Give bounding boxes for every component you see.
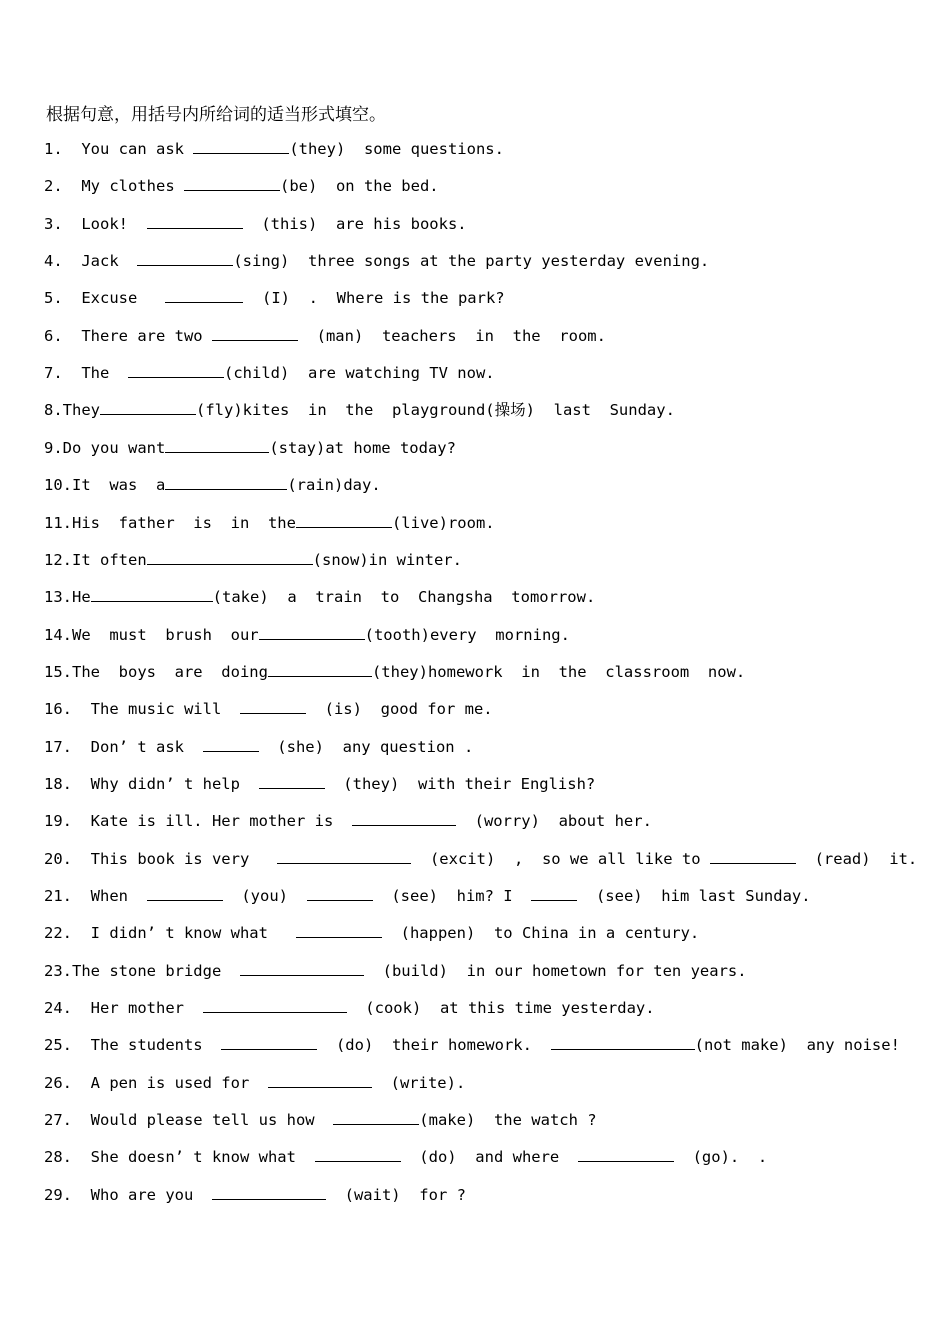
exercise-item <box>44 137 504 159</box>
exercise-text: (make) the watch ? <box>419 1111 597 1130</box>
answer-blank[interactable] <box>147 884 223 901</box>
exercise-text: (child) are watching TV now. <box>224 364 495 383</box>
exercise-text: (you) <box>222 887 307 905</box>
exercise-text: (not make) any noise! <box>694 1036 900 1055</box>
exercise-item <box>44 660 745 682</box>
exercise-text: 3. Look! <box>44 214 147 233</box>
exercise-text: (she) any question . <box>258 737 474 756</box>
exercise-text: (rain)day. <box>287 476 381 495</box>
exercise-text: (live)room. <box>391 513 495 532</box>
exercise-item <box>44 921 699 943</box>
exercise-text: 18. Why didn’ t help <box>44 774 259 793</box>
exercise-text: (they) with their English? <box>324 774 596 793</box>
exercise-text: (do) and where <box>400 1148 578 1167</box>
exercise-text: 28. She doesn’ t know what <box>44 1148 315 1167</box>
answer-blank[interactable] <box>184 174 280 191</box>
exercise-text: (fly)kites in the playground(操场) last Sunday. <box>196 401 675 420</box>
answer-blank[interactable] <box>147 548 313 565</box>
exercise-item <box>44 473 381 495</box>
exercise-text: (man) teachers in the room. <box>297 326 606 345</box>
exercise-item <box>44 286 505 308</box>
answer-blank[interactable] <box>128 361 224 378</box>
answer-blank[interactable] <box>268 1071 372 1088</box>
answer-blank[interactable] <box>240 959 364 976</box>
exercise-item <box>44 436 456 458</box>
exercise-text: (build) in our hometown for ten years. <box>363 961 747 980</box>
exercise-item <box>44 1145 767 1167</box>
exercise-text: (excit) , so we all like to <box>411 849 710 868</box>
exercise-text: 20. This book is very <box>44 849 278 868</box>
exercise-text: (write). <box>371 1073 466 1092</box>
answer-blank[interactable] <box>137 249 233 266</box>
exercise-text: 5. Excuse <box>44 289 166 308</box>
answer-blank[interactable] <box>193 137 289 154</box>
answer-blank[interactable] <box>240 697 306 714</box>
exercise-text: 7. The <box>44 364 128 383</box>
exercise-text: (see) him last Sunday. <box>577 887 811 905</box>
exercise-text: (this) are his books. <box>242 214 467 233</box>
answer-blank[interactable] <box>212 1183 326 1200</box>
exercise-item <box>44 511 495 533</box>
answer-blank[interactable] <box>259 623 365 640</box>
exercise-item <box>44 884 811 906</box>
exercise-text: (wait) for ? <box>325 1185 466 1204</box>
answer-blank[interactable] <box>212 324 298 341</box>
answer-blank[interactable] <box>203 996 347 1013</box>
exercise-text: 25. The students <box>44 1036 222 1055</box>
answer-blank[interactable] <box>333 1108 419 1125</box>
answer-blank[interactable] <box>165 286 243 303</box>
exercise-text: 24. Her mother <box>44 999 203 1018</box>
exercise-text: (I) . Where is the park? <box>243 289 505 308</box>
answer-blank[interactable] <box>307 884 373 901</box>
exercise-text: 4. Jack <box>44 252 138 271</box>
exercise-text: 23.The stone bridge <box>44 961 240 980</box>
exercise-text: 10.It was a <box>44 476 166 495</box>
exercise-text: (see) him? I <box>372 887 532 905</box>
exercise-text: 1. You can ask <box>44 140 194 158</box>
exercise-text: (tooth)every morning. <box>364 625 570 644</box>
exercise-text: (do) their homework. <box>317 1036 551 1055</box>
answer-blank[interactable] <box>221 1033 317 1050</box>
exercise-text: (stay)at home today? <box>269 438 456 457</box>
exercise-text: 2. My clothes <box>44 177 184 196</box>
exercise-text: 26. A pen is used for <box>44 1073 268 1092</box>
exercise-text: 17. Don’ t ask <box>44 737 203 756</box>
exercise-text: (go). . <box>673 1148 768 1167</box>
exercise-text: 14.We must brush our <box>44 625 259 644</box>
exercise-text: 12.It often <box>44 550 147 569</box>
exercise-text: 6. There are two <box>44 326 212 345</box>
answer-blank[interactable] <box>147 212 243 229</box>
answer-blank[interactable] <box>268 660 372 677</box>
exercise-text: (they) some questions. <box>289 140 504 158</box>
exercise-item <box>44 996 655 1018</box>
exercise-text: (happen) to China in a century. <box>381 924 700 943</box>
exercise-item <box>44 697 493 719</box>
exercise-item <box>44 212 467 234</box>
exercise-text: 21. When <box>44 887 147 905</box>
exercise-item <box>44 1033 900 1055</box>
exercise-item <box>44 772 595 794</box>
exercise-text: 13.He <box>44 588 91 607</box>
exercise-text: 11.His father is in the <box>44 513 296 532</box>
exercise-text: 9.Do you want <box>44 438 166 457</box>
answer-blank[interactable] <box>259 772 325 789</box>
exercise-item <box>44 623 570 645</box>
answer-blank[interactable] <box>91 585 213 602</box>
exercise-text: 15.The boys are doing <box>44 662 268 681</box>
exercise-text: (cook) at this time yesterday. <box>346 999 655 1018</box>
exercise-text: (is) good for me. <box>305 700 493 719</box>
exercise-text: (snow)in winter. <box>312 550 462 569</box>
exercise-item <box>44 1108 597 1130</box>
exercise-text: 16. The music will <box>44 700 240 719</box>
exercise-text: 19. Kate is ill. Her mother is <box>44 812 352 831</box>
exercise-text: (take) a train to Changsha tomorrow. <box>212 588 596 607</box>
exercise-text: 29. Who are you <box>44 1185 212 1204</box>
answer-blank[interactable] <box>165 473 287 490</box>
answer-blank[interactable] <box>296 921 382 938</box>
exercise-item <box>44 1183 466 1205</box>
answer-blank[interactable] <box>100 398 196 415</box>
answer-blank[interactable] <box>551 1033 695 1050</box>
answer-blank[interactable] <box>203 735 259 752</box>
exercise-text: 22. I didn’ t know what <box>44 924 296 943</box>
exercise-item <box>44 249 709 271</box>
answer-blank[interactable] <box>531 884 577 901</box>
instruction-text: 根据句意，用括号内所给词的适当形式填空。 <box>46 105 386 125</box>
exercise-item <box>44 324 606 346</box>
answer-blank[interactable] <box>578 1145 674 1162</box>
exercise-text: (they)homework in the classroom now. <box>371 662 746 681</box>
exercise-item <box>44 959 747 981</box>
exercise-item <box>44 174 439 196</box>
answer-blank[interactable] <box>352 809 456 826</box>
exercise-item <box>44 847 917 869</box>
exercise-text: (worry) about her. <box>455 812 652 831</box>
answer-blank[interactable] <box>165 436 269 453</box>
exercise-text: 27. Would please tell us how <box>44 1111 334 1130</box>
exercise-item <box>44 548 462 570</box>
exercise-text: (read) it. <box>795 849 918 868</box>
exercise-text: 8.They <box>44 401 100 420</box>
answer-blank[interactable] <box>296 511 392 528</box>
exercise-text: (be) on the bed. <box>279 177 439 196</box>
answer-blank[interactable] <box>277 847 411 864</box>
exercise-item <box>44 809 652 831</box>
answer-blank[interactable] <box>315 1145 401 1162</box>
exercise-item <box>44 398 675 420</box>
answer-blank[interactable] <box>710 847 796 864</box>
exercise-item <box>44 735 473 757</box>
exercise-text: (sing) three songs at the party yesterday evening. <box>233 252 710 271</box>
exercise-item <box>44 1071 465 1093</box>
exercise-item <box>44 361 495 383</box>
exercise-item <box>44 585 595 607</box>
